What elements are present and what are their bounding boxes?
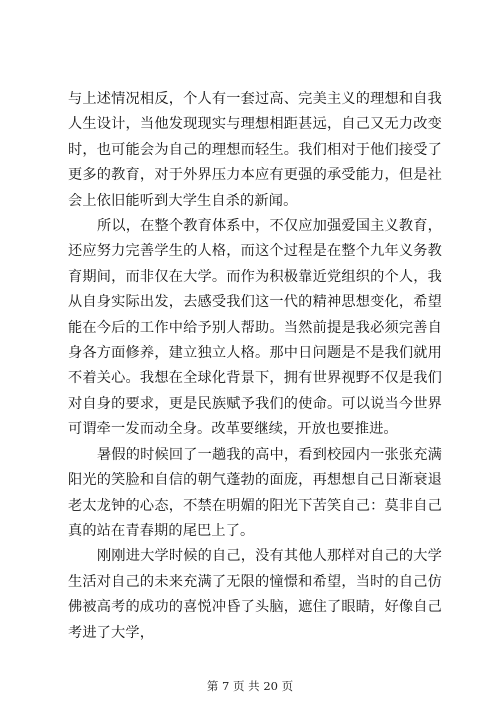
paragraph: 所以，在整个教育体系中，不仅应加强爱国主义教育，还应努力完善学生的人格，而这个过程是在整个九年义务教育期间，而非仅在大学。而作为积极靠近党组织的个人，我从自身实际出发，去感受我们这一代的精神思想变化，希望能在今后的工作中给予别人帮助。当然前提是我必须完善自身各方面修养，建立独立人格。那中日问题是不是我们就用不着关心。我想在全球化背景下，拥有世界视野不仅是我们对自身的要求，更是民族赋予我们的使命。可以说当今世界可谓牵一发而动全身。改革要继续，开放也要推进。 <box>68 218 442 438</box>
document-body <box>68 87 442 646</box>
page-number-footer: 第 7 页 共 20 页 <box>206 679 294 693</box>
paragraph: 暑假的时候回了一趟我的高中，看到校园内一张张充满阳光的笑脸和自信的朝气蓬勃的面庞，再想想自己日渐衰退老太龙钟的心态，不禁在明媚的阳光下苦笑自己：莫非自己真的站在青春期的尾巴上了。 <box>68 446 442 539</box>
paragraph: 与上述情况相反，个人有一套过高、完美主义的理想和自我人生设计，当他发现现实与理想相距甚远，自己又无力改变时，也可能会为自己的理想而轻生。我们相对于他们接受了更多的教育，对于外界压力本应有更强的承受能力，但是社会上依旧能听到大学生自杀的新闻。 <box>68 91 442 209</box>
paragraph: 刚刚进大学时候的自己，没有其他人那样对自己的大学生活对自己的未来充满了无限的憧憬和希望，当时的自己仿佛被高考的成功的喜悦冲昏了头脑，遮住了眼睛，好像自己考进了大学， <box>68 548 442 641</box>
